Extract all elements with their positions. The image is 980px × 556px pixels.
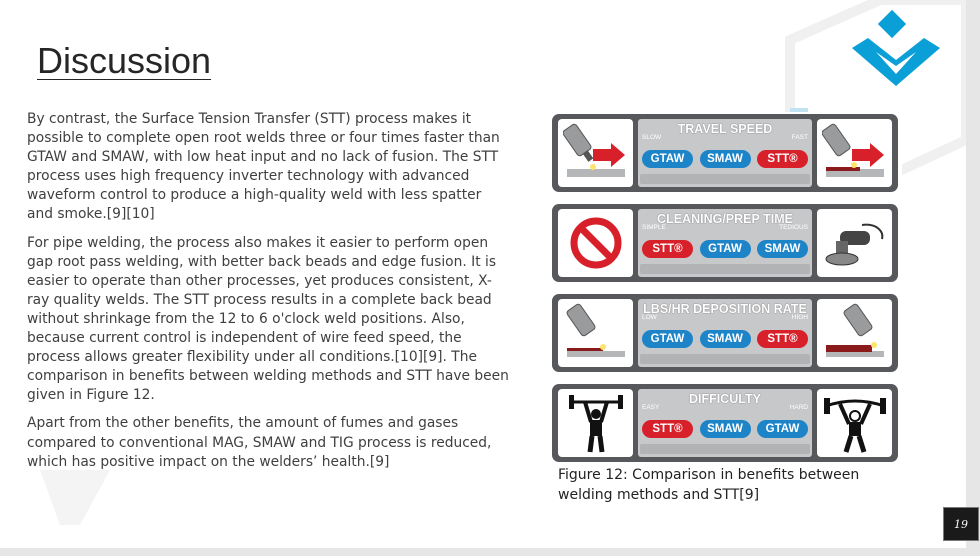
paragraph: For pipe welding, the process also makes it easier to perform open gap root pass welding, with better back beads and edge fusion. It is easier to operate than other processes, yet produces consistent, X-ray quality welds. The STT process results in a complete back bead without shrinkage from the 12 to 6 o'clock weld positions. Also, because current control is independent of wire feed speed, the process allows greater flexibility under all conditions.[10][9]. The comparison in benefits between welding methods and STT have been given in Figure 12. — [27, 234, 509, 404]
slow-torch-icon — [558, 119, 633, 187]
company-logo-icon — [846, 8, 946, 96]
paragraph: Apart from the other benefits, the amount of fumes and gases compared to conventional MAG, SMAW and TIG process is reduced, which has positive impact on the welders’ health.[9] — [27, 415, 492, 470]
method-pill: GTAW — [700, 240, 751, 258]
scale-bar — [640, 354, 810, 364]
method-pill: SMAW — [700, 330, 751, 348]
fast-torch-icon — [817, 119, 892, 187]
easy-weightlifter-icon — [558, 389, 633, 457]
panel-title: LBS/HR DEPOSITION RATE — [643, 302, 807, 316]
panel-title: TRAVEL SPEED — [677, 122, 773, 136]
scale-bar — [640, 444, 810, 454]
panel-title: DIFFICULTY — [689, 392, 761, 406]
method-pill: STT® — [757, 150, 808, 168]
method-pill: STT® — [642, 420, 693, 438]
method-pill: STT® — [642, 240, 693, 258]
low-deposition-torch-icon — [558, 299, 633, 367]
scale-bar — [640, 174, 810, 184]
panel-difficulty — [552, 384, 898, 462]
method-pill: GTAW — [757, 420, 808, 438]
body-text — [27, 110, 511, 481]
panel-cleaning-prep-time — [552, 204, 898, 282]
method-pill: GTAW — [642, 150, 693, 168]
cleaning-prep-time-scale — [638, 209, 812, 277]
scale-low-label: SIMPLE — [642, 224, 666, 231]
method-pill: STT® — [757, 330, 808, 348]
scale-high-label: HARD — [789, 404, 808, 411]
paragraph: By contrast, the Surface Tension Transfer (STT) process makes it possible to complete open root welds three or four times faster than GTAW and SMAW, with low heat input and no lack of fusion. The STT process uses high frequency inverter technology with advanced waveform control to produce a high-quality weld with less spatter and smoke.[9][10] — [27, 111, 500, 223]
scale-low-label: EASY — [642, 404, 660, 411]
angle-grinder-icon — [817, 209, 892, 277]
travel-speed-scale — [638, 119, 812, 187]
comparison-figure — [550, 112, 902, 466]
prohibited-icon — [558, 209, 633, 277]
hard-weightlifter-icon — [817, 389, 892, 457]
scale-low-label: SLOW — [642, 134, 662, 141]
panel-title: CLEANING/PREP TIME — [657, 212, 793, 226]
scale-high-label: FAST — [791, 134, 808, 141]
scale-low-label: LOW — [642, 314, 657, 321]
scale-bar — [640, 264, 810, 274]
panel-travel-speed — [552, 114, 898, 192]
scale-high-label: HIGH — [791, 314, 808, 321]
method-pill: SMAW — [757, 240, 808, 258]
high-deposition-torch-icon — [817, 299, 892, 367]
method-pill: SMAW — [700, 150, 751, 168]
page-number: 19 — [943, 507, 979, 541]
figure-caption: Figure 12: Comparison in benefits between welding methods and STT[9] — [558, 467, 860, 503]
slide-title: Discussion — [37, 40, 212, 81]
difficulty-scale — [638, 389, 812, 457]
deposition-rate-scale — [638, 299, 812, 367]
method-pill: SMAW — [700, 420, 751, 438]
method-pill: GTAW — [642, 330, 693, 348]
scale-high-label: TEDIOUS — [779, 224, 808, 231]
panel-deposition-rate — [552, 294, 898, 372]
